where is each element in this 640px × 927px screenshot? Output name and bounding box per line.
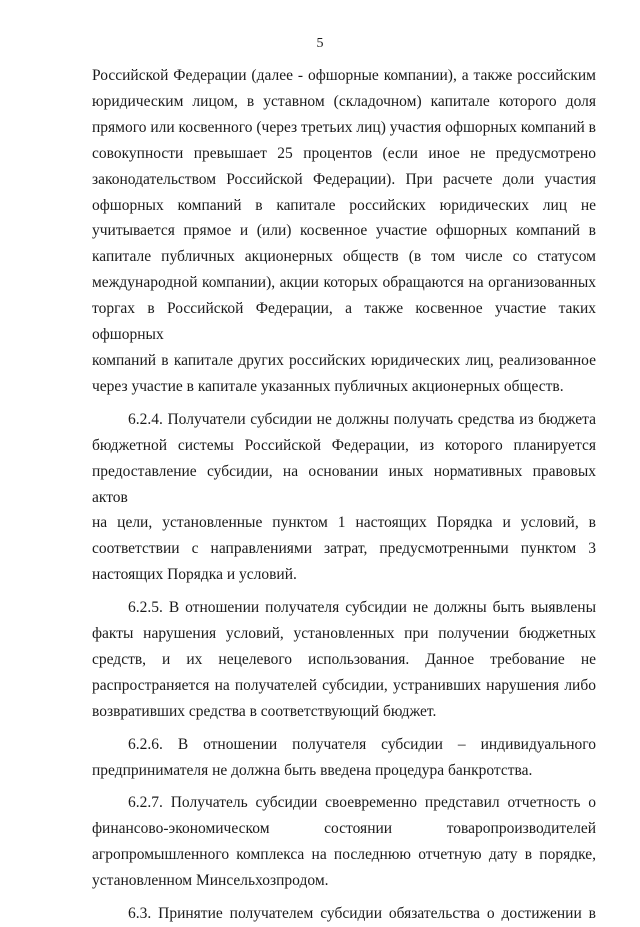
paragraph-first-line: 6.2.6. В отношении получателя субсидии – индивидуального [128,735,596,753]
text-line: возвративших средства в соответствующий бюджет. [92,702,437,720]
text-line: учитывается прямое и (или) косвенное участие офшорных компаний в [92,222,596,240]
text-line: капитале публичных акционерных обществ (в том числе со статусом [92,248,596,266]
text-line: предоставление субсидии, на основании иных нормативных правовых актов [92,462,596,506]
paragraph-first-line: 6.2.7. Получатель субсидии своевременно представил отчетность о [128,794,596,812]
text-line: торгах в Российской Федерации, а также косвенное участие таких офшорных [92,300,596,344]
text-line: средств, и их нецелевого использования. Данное требование не [92,650,596,668]
text-line: Российской Федерации (далее - офшорные компании), а также российским [92,67,596,84]
text-line: через участие в капитале указанных публичных акционерных обществ. [92,377,564,395]
text-line: бюджетной системы Российской Федерации, из которого планируется [92,436,596,454]
paragraph-first-line: 6.3. Принятие получателем субсидии обязательства о достижении в [128,905,596,923]
paragraph-first-line: 6.2.4. Получатели субсидии не должны получать средства из бюджета [128,410,596,428]
text-line: соответствии с направлениями затрат, предусмотренными пунктом 3 [92,540,596,558]
page-number: 5 [316,36,324,51]
text-line: на цели, установленные пунктом 1 настоящих Порядка и условий, в [92,514,596,532]
text-line: агропромышленного комплекса на последнюю отчетную дату в порядке, [92,846,596,864]
text-line: совокупности превышает 25 процентов (если иное не предусмотрено [92,144,596,162]
text-line: финансово-экономическом состоянии товаропроизводителей [92,820,596,838]
text-line: законодательством Российской Федерации). При расчете доли участия [92,170,596,188]
text-line: компаний в капитале других российских юридических лиц, реализованное [92,351,596,369]
text-line: факты нарушения условий, установленных при получении бюджетных [92,625,596,643]
text-line: настоящих Порядка и условий. [92,566,297,584]
text-line: распространяется на получателей субсидии, устранивших нарушения либо [92,676,596,694]
text-line: международной компании), акции которых обращаются на организованных [92,274,596,292]
text-line: предпринимателя не должна быть введена процедура банкротства. [92,761,533,779]
text-line: юридическим лицом, в уставном (складочном) капитале которого доля [92,92,596,110]
document-body [92,63,596,927]
text-line: установленном Минсельхозпродом. [92,872,329,890]
text-line: офшорных компаний в капитале российских юридических лиц не [92,196,596,214]
paragraph-first-line: 6.2.5. В отношении получателя субсидии не должны быть выявлены [128,599,596,617]
text-line: прямого или косвенного (через третьих лиц) участия офшорных компаний в [92,118,596,136]
